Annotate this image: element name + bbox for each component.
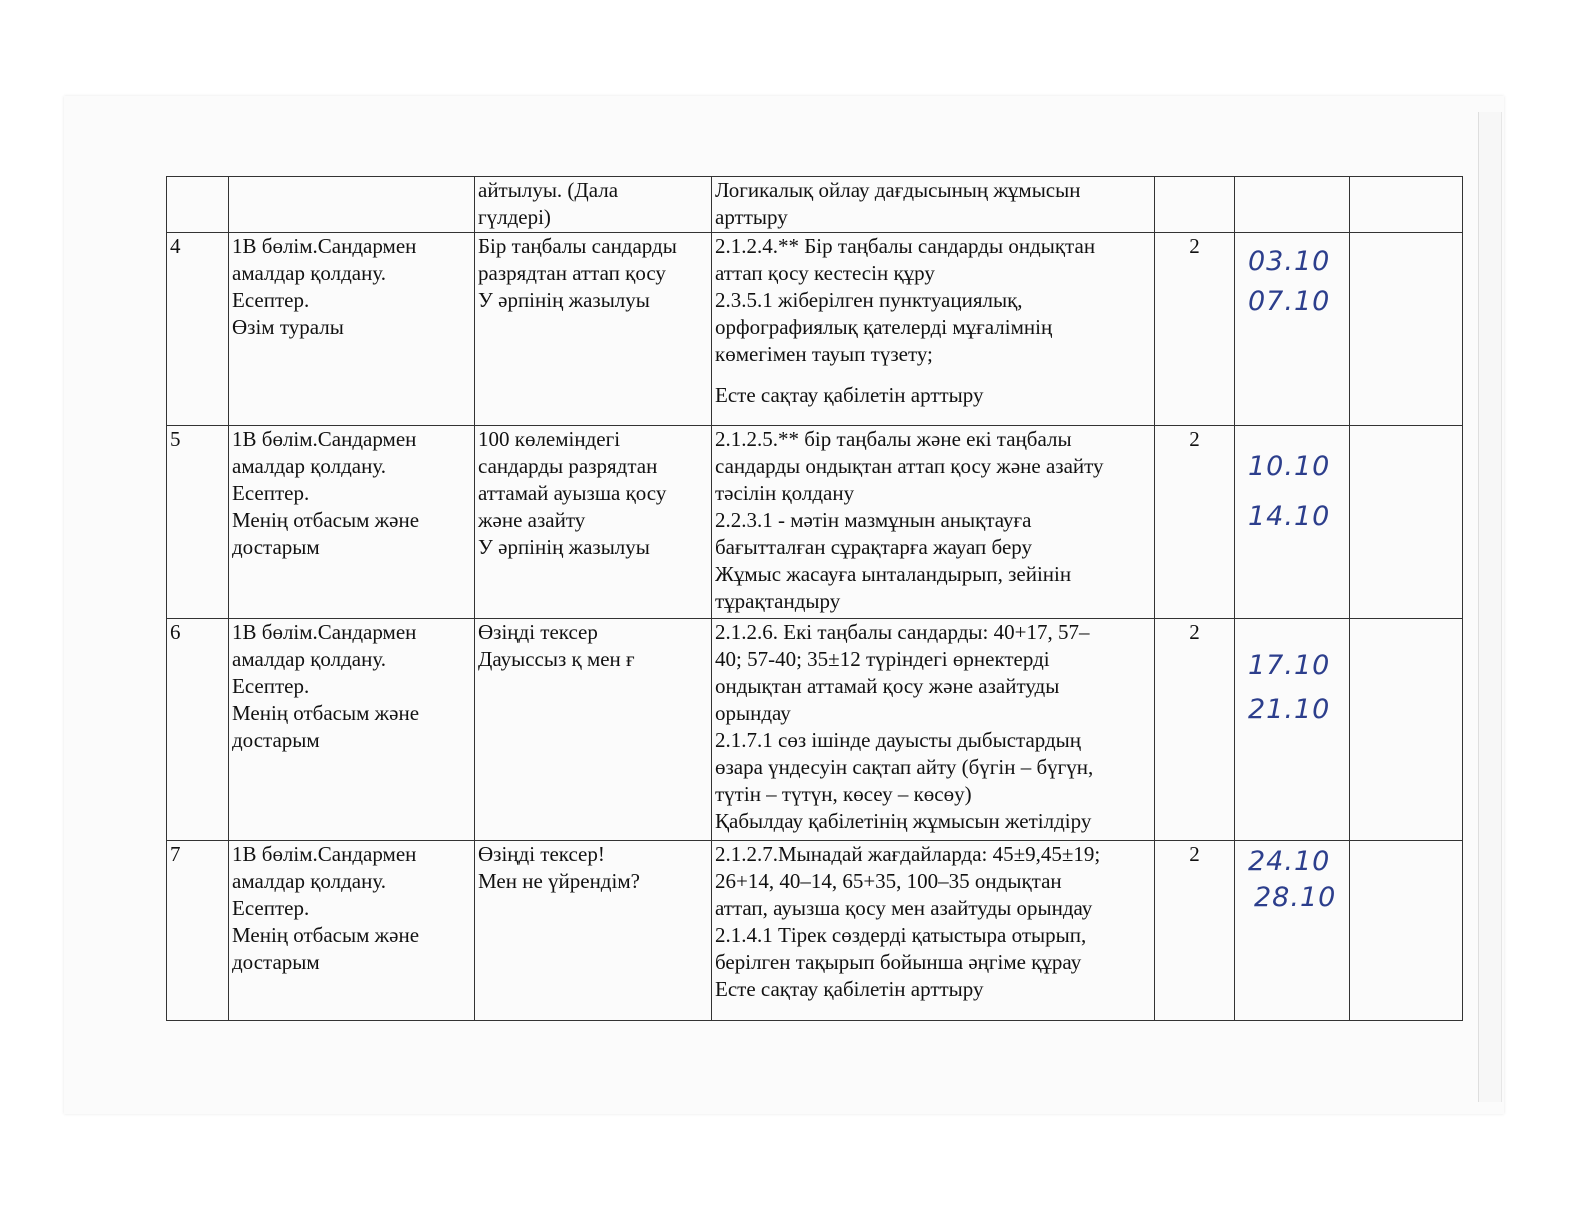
section-cell: [229, 177, 475, 233]
lesson-plan-table: [166, 176, 1463, 1021]
table-row: [167, 619, 1463, 841]
table-row: [167, 177, 1463, 233]
row-number: 5: [167, 426, 229, 619]
handwritten-date: 24.10: [1248, 846, 1331, 877]
table-row: [167, 841, 1463, 1021]
lesson-topic-cell: Бір таңбалы сандарды разрядтан аттап қосу У әрпінің жазылуы: [475, 233, 712, 426]
notes-cell: [1350, 233, 1463, 426]
date-cell: [1235, 233, 1350, 426]
hours-cell: 2: [1155, 426, 1235, 619]
handwritten-date: 14.10: [1248, 501, 1331, 532]
objectives-cell: 2.1.2.6. Екі таңбалы сандарды: 40+17, 57– 40; 57-40; 35±12 түріндегі өрнектерді ондықтан аттамай қосу және азайтуды орындау 2.1.7.1 сөз ішінде дауысты дыбыстардың өзара үндесуін сақтап айту (бүгін – бүгүн, түтін – түтүн, көсеу – көсөу) Қабылдау қабілетінің жұмысын жетілдіру: [712, 619, 1155, 841]
row-number: 6: [167, 619, 229, 841]
hours-cell: [1155, 177, 1235, 233]
objectives-cell: 2.1.2.5.** бір таңбалы және екі таңбалы сандарды ондықтан аттап қосу және азайту тәсілін қолдану 2.2.3.1 - мәтін мазмұнын анықтауға бағытталған сұрақтарға жауап беру Жұмыс жасауға ынталандырып, зейінін тұрақтандыру: [712, 426, 1155, 619]
hours-cell: 2: [1155, 841, 1235, 1021]
lesson-topic-cell: айтылуы. (Дала гүлдері): [475, 177, 712, 233]
row-number: 4: [167, 233, 229, 426]
objectives-cell: Логикалық ойлау дағдысының жұмысын арттыру: [712, 177, 1155, 233]
section-cell: 1В бөлім.Сандармен амалдар қолдану. Есептер. Өзім туралы: [229, 233, 475, 426]
notes-cell: [1350, 619, 1463, 841]
hours-cell: 2: [1155, 233, 1235, 426]
notes-cell: [1350, 177, 1463, 233]
handwritten-date: 07.10: [1248, 286, 1331, 317]
handwritten-date: 21.10: [1248, 694, 1331, 725]
paper-stack-edge: [1478, 112, 1502, 1102]
hours-cell: 2: [1155, 619, 1235, 841]
date-cell: [1235, 177, 1350, 233]
notes-cell: [1350, 841, 1463, 1021]
date-cell: [1235, 426, 1350, 619]
table-row: [167, 233, 1463, 426]
objectives-cell: 2.1.2.7.Мынадай жағдайларда: 45±9,45±19; 26+14, 40–14, 65+35, 100–35 ондықтан аттап, ауызша қосу мен азайтуды орындау 2.1.4.1 Тірек сөздерді қатыстыра отырып, берілген тақырып бойынша әңгіме құрау Есте сақтау қабілетін арттыру: [712, 841, 1155, 1021]
table-row: [167, 426, 1463, 619]
row-number: [167, 177, 229, 233]
section-cell: 1В бөлім.Сандармен амалдар қолдану. Есептер. Менің отбасым және достарым: [229, 426, 475, 619]
section-cell: 1В бөлім.Сандармен амалдар қолдану. Есептер. Менің отбасым және достарым: [229, 619, 475, 841]
date-cell: [1235, 619, 1350, 841]
notes-cell: [1350, 426, 1463, 619]
handwritten-date: 28.10: [1254, 882, 1337, 913]
handwritten-date: 03.10: [1248, 246, 1331, 277]
lesson-topic-cell: 100 көлеміндегі сандарды разрядтан аттамай ауызша қосу және азайту У әрпінің жазылуы: [475, 426, 712, 619]
section-cell: 1В бөлім.Сандармен амалдар қолдану. Есептер. Менің отбасым және достарым: [229, 841, 475, 1021]
handwritten-date: 10.10: [1248, 451, 1331, 482]
date-cell: [1235, 841, 1350, 1021]
handwritten-date: 17.10: [1248, 650, 1331, 681]
objectives-cell: 2.1.2.4.** Бір таңбалы сандарды ондықтан аттап қосу кестесін құру 2.3.5.1 жіберілген пунктуациялық, орфографиялық қателерді мұғалімнің көмегімен тауып түзету; Есте сақтау қабілетін арттыру: [712, 233, 1155, 426]
lesson-topic-cell: Өзіңді тексер Дауыссыз қ мен ғ: [475, 619, 712, 841]
row-number: 7: [167, 841, 229, 1021]
lesson-topic-cell: Өзіңді тексер! Мен не үйрендім?: [475, 841, 712, 1021]
